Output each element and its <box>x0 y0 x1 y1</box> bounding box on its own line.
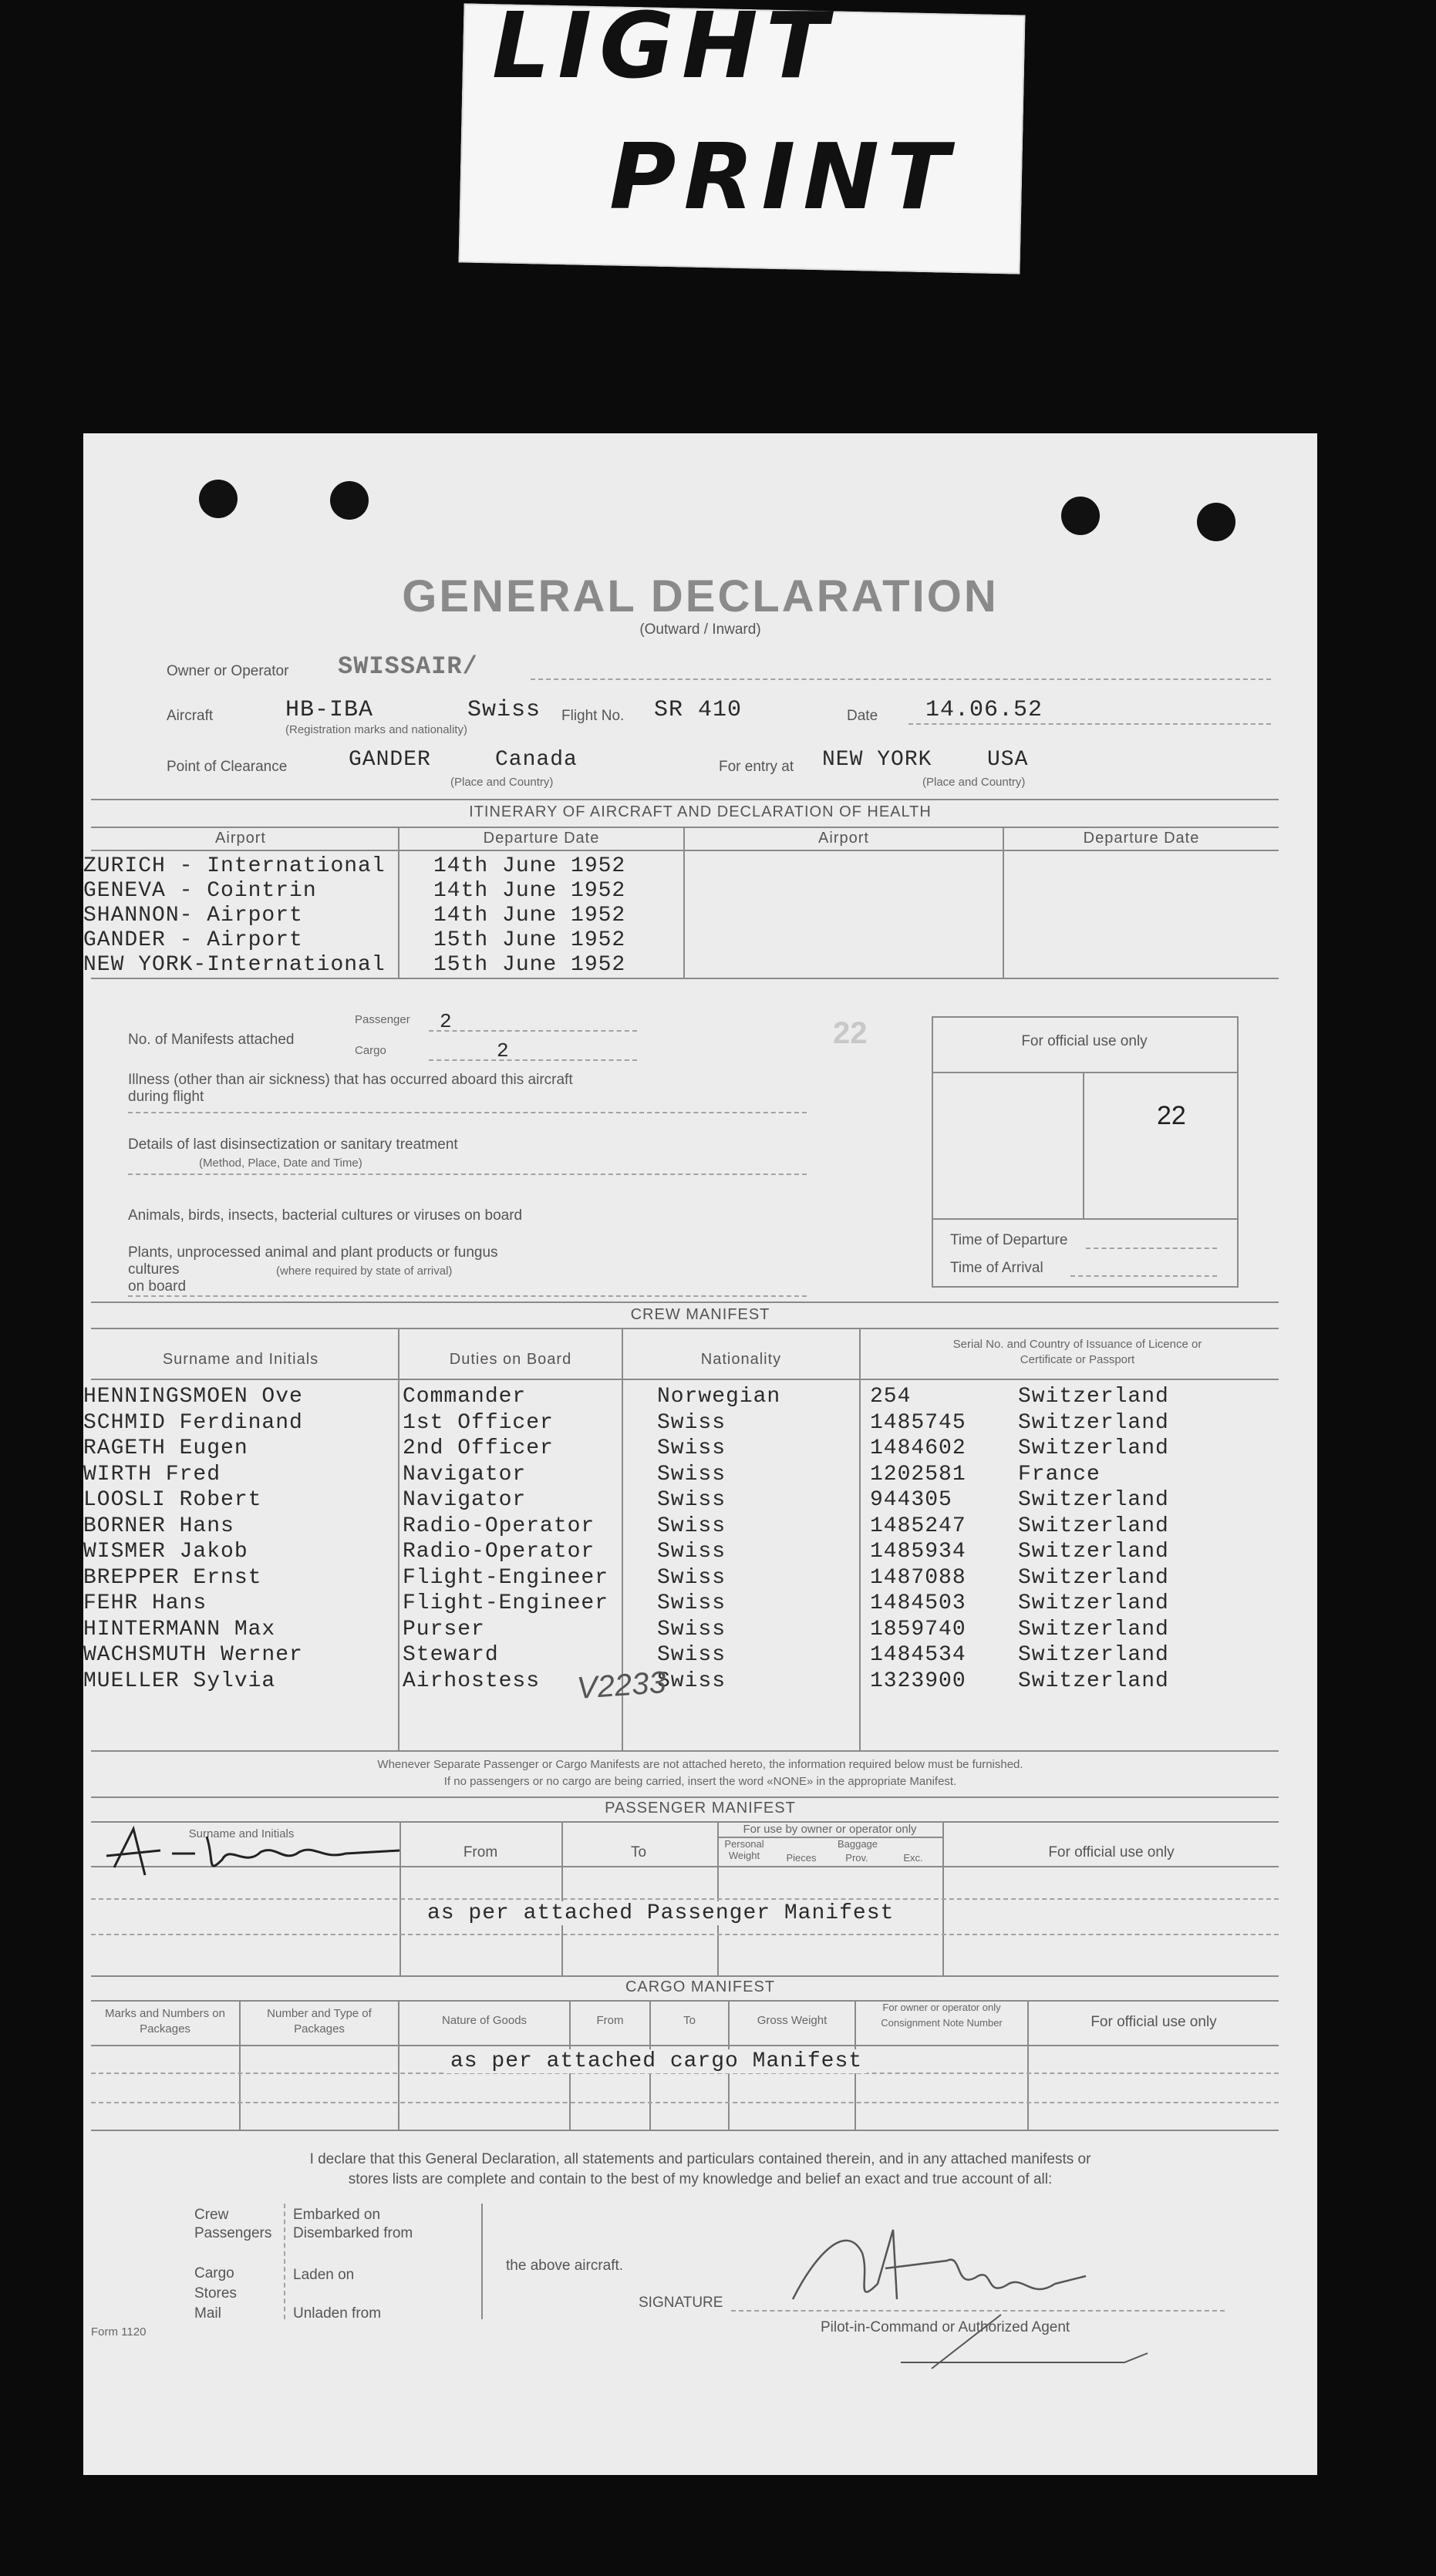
crew-nationality: Swiss <box>657 1565 726 1590</box>
crew-stamp: V2233 <box>575 1665 668 1706</box>
decl-unladen: Unladen from <box>293 2305 382 2322</box>
decl-mail: Mail <box>194 2305 221 2322</box>
crew-name: MUELLER Sylvia <box>83 1669 276 1693</box>
cargo-col-to: To <box>683 2014 696 2027</box>
rule <box>91 1301 1279 1303</box>
rule <box>398 827 399 978</box>
crew-country: Switzerland <box>1018 1591 1169 1615</box>
plants-note: (where required by state of arrival) <box>276 1264 453 1278</box>
passenger-col-prov: Prov. <box>845 1852 868 1864</box>
punch-hole <box>199 480 238 518</box>
label-line-1: LIGHT <box>492 0 836 99</box>
signer-label: Pilot-in-Command or Authorized Agent <box>821 2319 1070 2335</box>
crew-name: HINTERMANN Max <box>83 1617 276 1642</box>
time-departure-label: Time of Departure <box>950 1232 1068 1248</box>
rule <box>683 827 685 978</box>
crew-serial: 1487088 <box>870 1565 966 1590</box>
cargo-col-marks: Marks and Numbers on Packages <box>105 2007 225 2036</box>
crew-country: Switzerland <box>1018 1385 1169 1409</box>
date-line <box>908 723 1271 725</box>
rule <box>932 1218 1237 1220</box>
decl-disembarked: Disembarked from <box>293 2225 413 2241</box>
entry-note: (Place and Country) <box>922 776 1026 789</box>
plants-label-end: on board <box>128 1278 187 1295</box>
crew-nationality: Norwegian <box>657 1385 781 1409</box>
punch-hole <box>1197 503 1235 541</box>
passenger-entry: as per attached Passenger Manifest <box>423 1901 898 1925</box>
rule <box>239 2000 241 2130</box>
crew-serial: 1485934 <box>870 1540 966 1564</box>
crew-duty: Airhostess <box>403 1669 541 1693</box>
crew-country: Switzerland <box>1018 1410 1169 1435</box>
cargo-label: Cargo <box>355 1044 386 1057</box>
cargo-col-number: Number and Type of Packages <box>267 2007 372 2036</box>
crew-country: Switzerland <box>1018 1488 1169 1512</box>
crew-nationality: Swiss <box>657 1591 726 1615</box>
decl-embarked: Embarked on <box>293 2207 381 2223</box>
crew-duty: Navigator <box>403 1462 527 1487</box>
clearance-place: GANDER <box>349 748 431 772</box>
crew-serial: 1323900 <box>870 1669 966 1693</box>
crew-name: FEHR Hans <box>83 1591 207 1615</box>
passenger-col-exc: Exc. <box>903 1852 923 1864</box>
punch-hole <box>1061 497 1100 535</box>
plants-label: Plants, unprocessed animal and plant products or fungus cultures <box>128 1244 498 1278</box>
crew-duty: Commander <box>403 1385 527 1409</box>
cargo-count: 2 <box>497 1039 510 1062</box>
aircraft-label: Aircraft <box>167 708 214 724</box>
illness-label: Illness (other than air sickness) that has occurred aboard this aircraft during flight <box>128 1072 573 1105</box>
passenger-col-surname: Surname and Initials <box>188 1827 295 1840</box>
rule <box>91 1750 1279 1752</box>
itinerary-airport-2: GENEVA - Cointrin <box>83 879 317 903</box>
clearance-label: Point of Clearance <box>167 759 288 775</box>
rule <box>91 2000 1279 2002</box>
cargo-col-owner: For owner or operator only <box>882 2002 1001 2013</box>
flight-label: Flight No. <box>561 708 625 724</box>
entry-country: USA <box>987 748 1029 772</box>
stamp-number: 22 <box>833 1016 868 1050</box>
rule <box>128 1295 807 1297</box>
crew-col-duties: Duties on Board <box>449 1351 572 1368</box>
crew-country: Switzerland <box>1018 1514 1169 1538</box>
crew-name: WISMER Jakob <box>83 1540 248 1564</box>
rule <box>1086 1248 1217 1249</box>
rule <box>91 1379 1279 1380</box>
crew-col-nationality: Nationality <box>700 1351 782 1368</box>
form-title: GENERAL DECLARATION <box>402 571 999 621</box>
crew-name: SCHMID Ferdinand <box>83 1410 303 1435</box>
rule <box>1027 2000 1029 2130</box>
declaration-text-2: stores lists are complete and contain to the best of my knowledge and belief an exact and true account of all: <box>348 2171 1053 2187</box>
rule <box>1003 827 1004 978</box>
rule <box>91 2045 1279 2046</box>
crew-serial: 944305 <box>870 1488 952 1512</box>
itinerary-airport-1: ZURICH - International <box>83 854 386 878</box>
aircraft-note: (Registration marks and nationality) <box>285 723 467 736</box>
time-arrival-label: Time of Arrival <box>950 1260 1043 1276</box>
rule <box>91 799 1279 800</box>
cargo-entry: as per attached cargo Manifest <box>446 2049 867 2073</box>
crew-serial: 1484534 <box>870 1643 966 1667</box>
disinsect-note: (Method, Place, Date and Time) <box>199 1157 362 1170</box>
crew-country: Switzerland <box>1018 1643 1169 1667</box>
crew-serial: 1484602 <box>870 1436 966 1460</box>
crew-duty: Flight-Engineer <box>403 1565 609 1590</box>
passenger-col-weight: Personal Weight <box>724 1838 764 1861</box>
itinerary-col-airport: Airport <box>215 830 266 847</box>
crew-name: LOOSLI Robert <box>83 1488 262 1512</box>
aircraft-nationality: Swiss <box>467 697 541 723</box>
cargo-col-official: For official use only <box>1090 2014 1217 2030</box>
clearance-note: (Place and Country) <box>450 776 554 789</box>
form-number: Form 1120 <box>91 2325 147 2339</box>
crew-serial: 1859740 <box>870 1617 966 1642</box>
manifests-label: No. of Manifests attached <box>128 1032 295 1048</box>
crew-serial: 1485247 <box>870 1514 966 1538</box>
rule <box>91 827 1279 828</box>
initials-signature <box>91 1813 415 1898</box>
rule <box>91 1934 1279 1935</box>
rule <box>91 2130 1279 2131</box>
flight-value: SR 410 <box>654 697 743 723</box>
rule <box>859 1328 861 1750</box>
disinsect-label: Details of last disinsectization or sanitary treatment <box>128 1136 458 1153</box>
rule <box>91 1328 1279 1329</box>
crew-nationality: Swiss <box>657 1488 726 1512</box>
itinerary-airport-5: NEW YORK-International <box>83 953 386 977</box>
passenger-col-pieces: Pieces <box>786 1852 817 1864</box>
passenger-col-official: For official use only <box>1048 1844 1175 1860</box>
decl-stores: Stores <box>194 2285 237 2302</box>
itinerary-date-4: 15th June 1952 <box>433 928 626 952</box>
decl-crew: Crew <box>194 2207 229 2223</box>
crew-col-surname: Surname and Initials <box>162 1351 319 1368</box>
date-label: Date <box>847 708 878 724</box>
entry-place: NEW YORK <box>822 748 932 772</box>
crew-name: RAGETH Eugen <box>83 1436 248 1460</box>
rule <box>429 1059 637 1061</box>
crew-duty: Flight-Engineer <box>403 1591 609 1615</box>
crew-nationality: Swiss <box>657 1669 726 1693</box>
entry-label: For entry at <box>719 759 794 775</box>
passenger-count: 2 <box>440 1010 453 1033</box>
decl-cargo: Cargo <box>194 2265 234 2281</box>
rule <box>717 1837 942 1838</box>
animals-label: Animals, birds, insects, bacterial cultures or viruses on board <box>128 1207 523 1224</box>
crew-country: Switzerland <box>1018 1617 1169 1642</box>
itinerary-date-1: 14th June 1952 <box>433 854 626 878</box>
crew-serial: 1202581 <box>870 1462 966 1487</box>
rule <box>398 1328 399 1750</box>
crew-nationality: Swiss <box>657 1410 726 1435</box>
punch-hole <box>330 481 369 520</box>
decl-laden: Laden on <box>293 2267 355 2283</box>
crew-name: WACHSMUTH Werner <box>83 1643 303 1667</box>
general-declaration-form <box>83 433 1317 2475</box>
rule <box>1070 1275 1217 1277</box>
rule <box>91 1898 1279 1900</box>
itinerary-col-airport-2: Airport <box>818 830 869 847</box>
rule <box>284 2204 285 2319</box>
crew-name: HENNINGSMOEN Ove <box>83 1385 303 1409</box>
itinerary-heading: ITINERARY OF AIRCRAFT AND DECLARATION OF HEALTH <box>469 803 932 820</box>
signature-label: SIGNATURE <box>639 2295 723 2311</box>
crew-duty: Navigator <box>403 1488 527 1512</box>
rule <box>91 1975 1279 1977</box>
declaration-text-1: I declare that this General Declaration, all statements and particulars contained therein, and in any attached manifests or <box>309 2151 1091 2167</box>
decl-above-aircraft: the above aircraft. <box>506 2258 624 2274</box>
crew-country: Switzerland <box>1018 1436 1169 1460</box>
clearance-country: Canada <box>495 748 578 772</box>
rule <box>91 978 1279 979</box>
crew-serial: 1485745 <box>870 1410 966 1435</box>
passenger-heading: PASSENGER MANIFEST <box>605 1800 796 1817</box>
date-value: 14.06.52 <box>925 697 1043 723</box>
cargo-col-weight: Gross Weight <box>757 2014 828 2027</box>
crew-duty: 2nd Officer <box>403 1436 554 1460</box>
crew-name: WIRTH Fred <box>83 1462 221 1487</box>
crew-duty: Steward <box>403 1643 499 1667</box>
rule <box>128 1112 807 1113</box>
label-line-2: PRINT <box>609 123 957 230</box>
crew-nationality: Swiss <box>657 1540 726 1564</box>
itinerary-airport-3: SHANNON- Airport <box>83 904 303 928</box>
itinerary-airport-4: GANDER - Airport <box>83 928 303 952</box>
passenger-col-from: From <box>463 1844 498 1860</box>
form-subtitle: (Outward / Inward) <box>639 621 761 638</box>
itinerary-date-2: 14th June 1952 <box>433 879 626 903</box>
official-use-label: For official use only <box>1021 1033 1148 1049</box>
passenger-label: Passenger <box>355 1013 410 1026</box>
rule <box>398 2000 399 2130</box>
rule <box>91 2102 1279 2103</box>
crew-duty: Radio-Operator <box>403 1514 595 1538</box>
crew-country: Switzerland <box>1018 1565 1169 1590</box>
owner-line <box>531 679 1271 680</box>
cargo-col-nature: Nature of Goods <box>441 2014 528 2027</box>
aircraft-reg: HB-IBA <box>285 697 374 723</box>
itinerary-col-departure-2: Departure Date <box>1083 830 1200 847</box>
rule <box>91 1796 1279 1798</box>
passenger-col-owner: For use by owner or operator only <box>743 1823 917 1836</box>
manifest-note-1: Whenever Separate Passenger or Cargo Manifests are not attached hereto, the information required below must be furnished. <box>377 1758 1023 1771</box>
decl-passengers: Passengers <box>194 2225 272 2241</box>
crew-duty: 1st Officer <box>403 1410 554 1435</box>
cargo-col-consign: Consignment Note Number <box>881 2017 1003 2029</box>
rule <box>91 850 1279 851</box>
official-number: 22 <box>1157 1101 1186 1130</box>
itinerary-date-5: 15th June 1952 <box>433 953 626 977</box>
itinerary-date-3: 14th June 1952 <box>433 904 626 928</box>
passenger-col-baggage: Baggage <box>837 1838 878 1850</box>
crew-nationality: Swiss <box>657 1643 726 1667</box>
crew-duty: Radio-Operator <box>403 1540 595 1564</box>
cargo-heading: CARGO MANIFEST <box>625 1978 775 1995</box>
crew-serial: 254 <box>870 1385 912 1409</box>
crew-nationality: Swiss <box>657 1514 726 1538</box>
crew-serial: 1484503 <box>870 1591 966 1615</box>
rule <box>481 2204 483 2319</box>
owner-label: Owner or Operator <box>167 663 289 679</box>
rule <box>932 1072 1237 1073</box>
manifest-note-2: If no passengers or no cargo are being carried, insert the word «NONE» in the appropriate Manifest. <box>443 1775 957 1788</box>
rule <box>128 1174 807 1175</box>
rule <box>1083 1072 1084 1218</box>
cargo-col-from: From <box>596 2014 624 2027</box>
crew-duty: Purser <box>403 1617 485 1642</box>
crew-nationality: Swiss <box>657 1462 726 1487</box>
passenger-col-to: To <box>630 1844 647 1860</box>
crew-country: Switzerland <box>1018 1669 1169 1693</box>
crew-country: Switzerland <box>1018 1540 1169 1564</box>
captain-signature <box>762 2160 1194 2376</box>
crew-name: BREPPER Ernst <box>83 1565 262 1590</box>
crew-col-serial: Serial No. and Country of Issuance of Licence or Certificate or Passport <box>952 1338 1202 1366</box>
owner-value: SWISSAIR/ <box>338 652 478 681</box>
rule <box>429 1030 637 1032</box>
crew-nationality: Swiss <box>657 1436 726 1460</box>
crew-country: France <box>1018 1462 1101 1487</box>
crew-name: BORNER Hans <box>83 1514 234 1538</box>
itinerary-col-departure: Departure Date <box>483 830 600 847</box>
crew-nationality: Swiss <box>657 1617 726 1642</box>
crew-heading: CREW MANIFEST <box>630 1306 770 1323</box>
